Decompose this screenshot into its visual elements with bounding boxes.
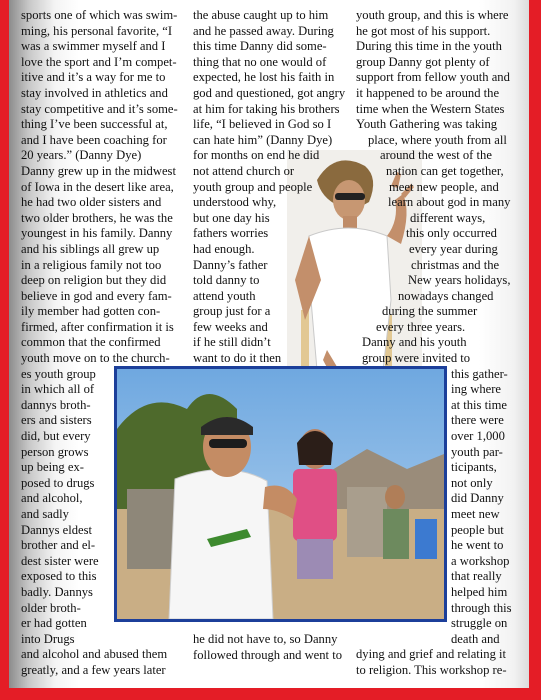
article-line: this only occurred bbox=[406, 226, 497, 241]
article-line: badly. Dannys bbox=[21, 584, 93, 599]
article-line: youth move on to the church- bbox=[21, 351, 170, 366]
article-line: not only bbox=[451, 475, 493, 490]
article-line: believe in god and every fam- bbox=[21, 288, 172, 303]
magazine-page bbox=[9, 0, 529, 688]
article-line: understood why, bbox=[193, 195, 277, 210]
article-line: and sadly bbox=[21, 507, 69, 521]
article-line: 20 years.” (Danny Dye) bbox=[21, 148, 142, 163]
article-line: christmas and the bbox=[411, 257, 500, 272]
article-line: few weeks and bbox=[193, 319, 268, 334]
article-line: sports one of which was swim- bbox=[21, 8, 178, 22]
article-line: told danny to bbox=[193, 273, 260, 288]
article-line: expected, he lost his faith in bbox=[193, 70, 335, 85]
article-line: place, where youth from all bbox=[368, 132, 507, 147]
article-line: posed to drugs bbox=[21, 475, 95, 490]
article-line: and his siblings all grew up bbox=[21, 241, 160, 256]
article-line: ticipants, bbox=[451, 460, 497, 475]
article-line: dying and grief and relating it bbox=[356, 647, 507, 662]
article-line: fathers worries bbox=[193, 226, 269, 241]
article-line: the abuse caught up to him bbox=[193, 8, 329, 22]
article-line: older broth- bbox=[21, 600, 81, 615]
article-line: Danny grew up in the midwest bbox=[21, 163, 176, 178]
article-line: two older brothers, he was the bbox=[21, 210, 173, 225]
article-line: god and questioned, got angry bbox=[193, 85, 346, 100]
article-line: person grows bbox=[21, 444, 89, 459]
article-line: death and bbox=[451, 631, 500, 646]
article-line: different ways, bbox=[410, 210, 486, 225]
article-line: es youth group bbox=[21, 366, 96, 381]
article-line: there were bbox=[451, 413, 504, 428]
article-line: not attend church or bbox=[193, 163, 295, 178]
article-line: he had two older sisters and bbox=[21, 195, 162, 210]
article-line: group just for a bbox=[193, 304, 271, 319]
article-line: exposed to this bbox=[21, 569, 97, 584]
article-line: did Danny bbox=[451, 491, 504, 506]
article-line: life, “I believed in God so I bbox=[193, 117, 332, 132]
article-line: nation can get together, bbox=[386, 163, 504, 178]
article-line: this gather- bbox=[451, 366, 508, 381]
article-line: can hate him” (Danny Dye) bbox=[193, 132, 333, 147]
article-line: into Drugs bbox=[21, 631, 75, 646]
article-line: but one day his bbox=[193, 210, 270, 225]
article-column-3 bbox=[356, 8, 526, 679]
article-line: love the sport and I’m compet- bbox=[21, 54, 177, 69]
article-line: that really bbox=[451, 569, 502, 584]
article-line: Danny and his youth bbox=[362, 335, 467, 350]
article-line: he got most of his support. bbox=[356, 23, 491, 38]
article-line: during the summer bbox=[382, 304, 478, 319]
article-line: group Danny got plenty of bbox=[356, 54, 490, 69]
article-line: it happened to be around the bbox=[356, 85, 500, 100]
article-line: he went to bbox=[451, 538, 504, 553]
article-line: Youth Gathering was taking bbox=[356, 117, 498, 132]
article-column-2 bbox=[193, 8, 353, 367]
article-line: thing that no one would of bbox=[193, 54, 327, 69]
article-line: through this bbox=[451, 600, 512, 615]
article-line: dannys broth- bbox=[21, 397, 91, 412]
article-line: followed through and went to bbox=[193, 647, 342, 662]
article-line: support from fellow youth and bbox=[356, 70, 510, 85]
article-line: group were invited to bbox=[362, 351, 471, 366]
article-line: over 1,000 bbox=[451, 429, 505, 444]
article-line: During this time in the youth bbox=[356, 39, 502, 54]
article-line: at him for taking his brothers bbox=[193, 101, 340, 116]
article-line: greatly, and a few years later bbox=[21, 662, 166, 677]
article-line: time when the Western States bbox=[356, 101, 505, 116]
article-line: meet new people, and bbox=[389, 179, 499, 194]
article-line: youth group, and this is where bbox=[356, 8, 509, 22]
article-line: and he passed away. During bbox=[193, 23, 334, 38]
article-line: a workshop bbox=[451, 553, 510, 568]
article-line: every three years. bbox=[376, 319, 466, 334]
article-line: youth par- bbox=[451, 444, 503, 459]
article-line: every year during bbox=[409, 241, 498, 256]
article-line: up being ex- bbox=[21, 460, 84, 475]
article-line: struggle on bbox=[451, 616, 508, 631]
article-line: in which all of bbox=[21, 382, 95, 397]
article-line: ing where bbox=[451, 382, 502, 397]
article-line: and I have been coaching for bbox=[21, 132, 167, 147]
article-line: if he still didn’t bbox=[193, 335, 271, 350]
article-line: helped him bbox=[451, 584, 508, 599]
article-line: he did not have to, so Danny bbox=[193, 632, 338, 646]
article-line: itive and it’s a way for me to bbox=[21, 70, 166, 85]
article-line: Dannys eldest bbox=[21, 522, 92, 537]
article-column-2-continued bbox=[193, 632, 353, 663]
article-line: was a swimmer myself and I bbox=[21, 39, 166, 54]
article-line: meet new bbox=[451, 507, 500, 521]
article-line: people but bbox=[451, 522, 504, 537]
article-line: and alcohol and abused them bbox=[21, 647, 168, 662]
article-line: nowadays changed bbox=[398, 288, 494, 303]
article-line: Danny’s father bbox=[193, 257, 268, 272]
article-line: deep on religion but they did bbox=[21, 273, 167, 288]
article-line: ily member had gotten con- bbox=[21, 304, 161, 319]
article-line: and alcohol, bbox=[21, 491, 83, 506]
article-line: youngest in his family. Danny bbox=[21, 226, 173, 241]
article-line: around the west of the bbox=[380, 148, 492, 163]
article-line: did, but every bbox=[21, 429, 91, 444]
article-line: in a religious family not too bbox=[21, 257, 162, 272]
article-line: firmed, after confirmation it is bbox=[21, 319, 174, 334]
article-line: at this time bbox=[451, 397, 507, 412]
article-line: brother and el- bbox=[21, 538, 96, 553]
article-line: to religion. This workshop re- bbox=[356, 662, 507, 677]
article-line: er had gotten bbox=[21, 616, 87, 631]
article-line: of Iowa in the desert like area, bbox=[21, 179, 174, 194]
article-line: this time Danny did some- bbox=[193, 39, 327, 54]
article-line: stay involved in athletics and bbox=[21, 85, 168, 100]
article-line: for months on end he did bbox=[193, 148, 320, 163]
article-line: common that the confirmed bbox=[21, 335, 161, 350]
article-line: New years holidays, bbox=[408, 273, 511, 288]
article-line: want to do it then bbox=[193, 351, 282, 366]
article-line: attend youth bbox=[193, 288, 256, 303]
article-line: ers and sisters bbox=[21, 413, 92, 428]
article-line: dest sister were bbox=[21, 553, 99, 568]
article-line: stay competitive and it’s some- bbox=[21, 101, 178, 116]
article-line: thing I’ve been successful at, bbox=[21, 117, 168, 132]
article-line: learn about god in many bbox=[388, 195, 511, 210]
article-column-1 bbox=[21, 8, 191, 679]
article-line: youth group and people bbox=[193, 179, 313, 194]
article-line: had enough. bbox=[193, 241, 255, 256]
article-line: ming, his personal favorite, “I bbox=[21, 23, 173, 38]
